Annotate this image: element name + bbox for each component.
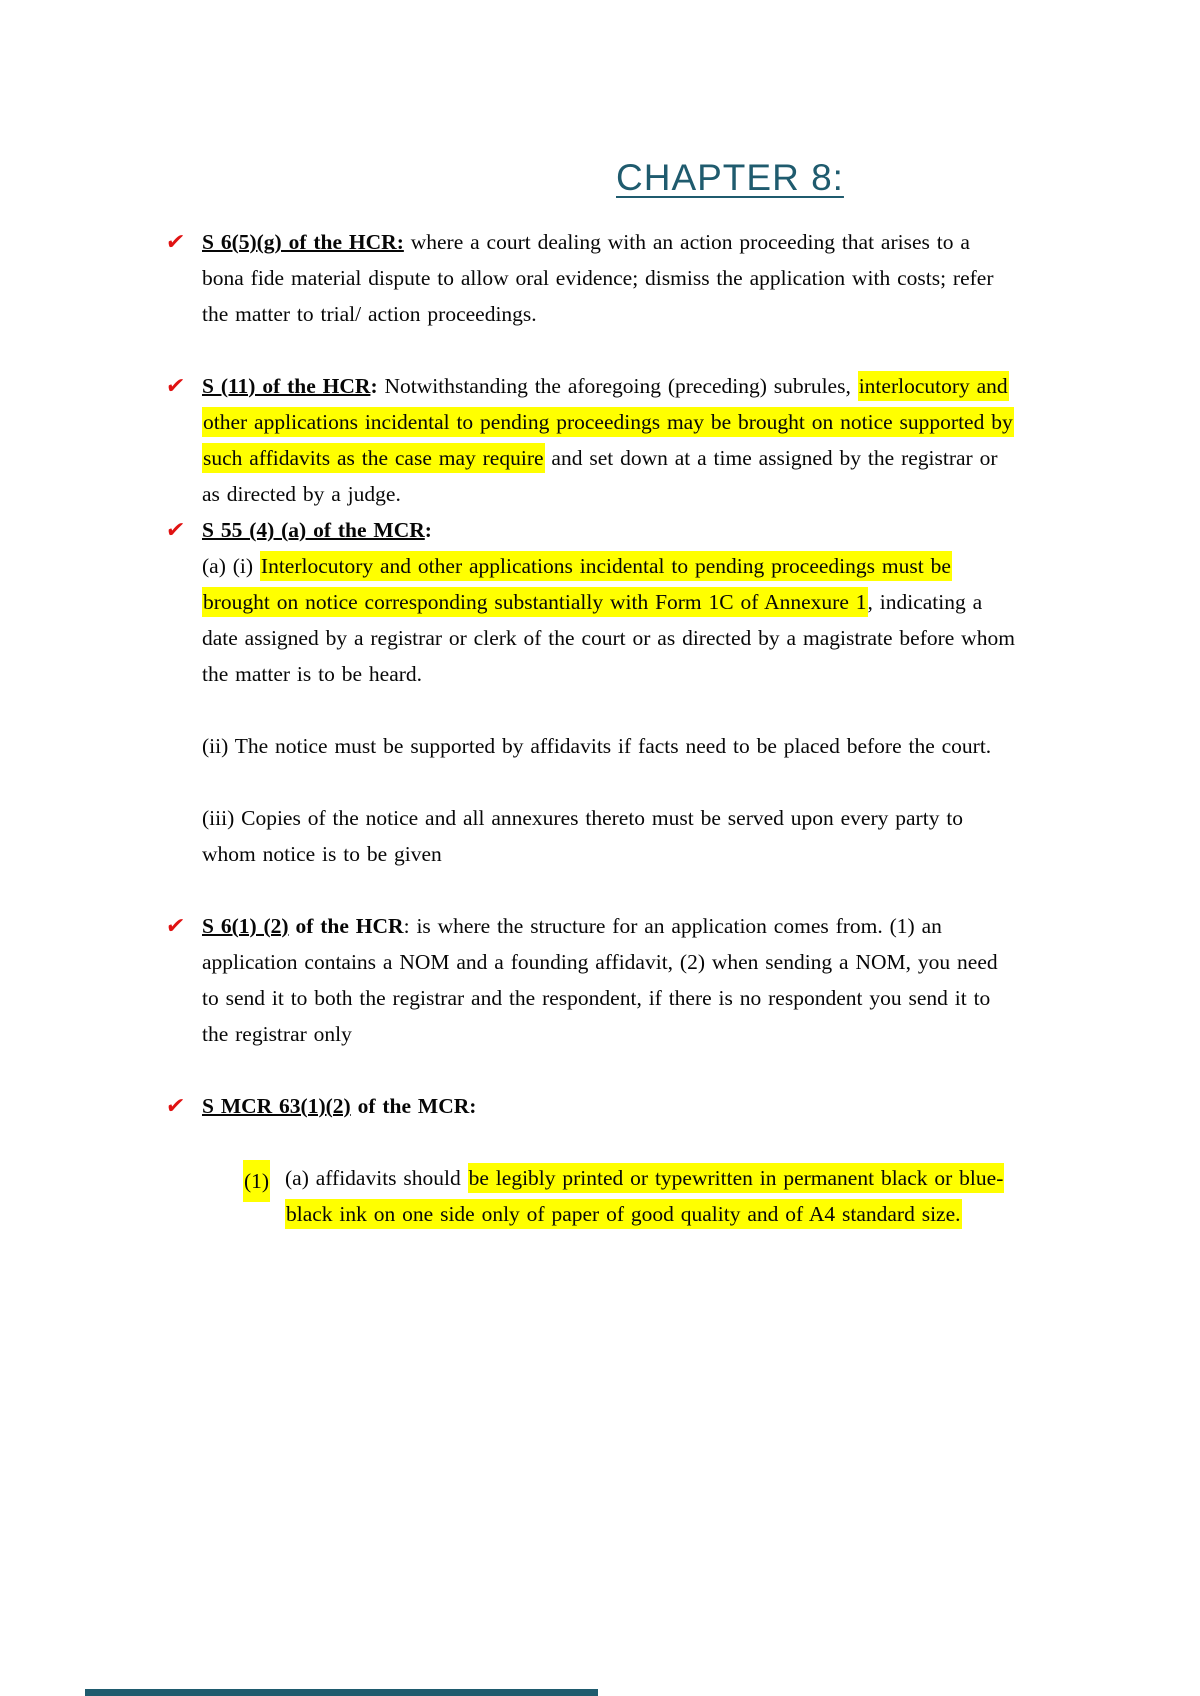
text-segment: (a) (i) bbox=[202, 554, 260, 578]
text-segment: S 6(5)(g) of the HCR: bbox=[202, 230, 404, 254]
text-segment: S 55 (4) (a) of the MCR bbox=[202, 518, 425, 542]
text-segment: be legibly printed or typewritten in permanent black or blue-black ink on one side only of paper of good quality and of A4 standard size. bbox=[285, 1163, 1004, 1229]
text-segment: : is where the structure for an application comes from. (1) an application contains a NOM and a founding affidavit, (2) when sending a NOM, you need to send it to both the registrar and the respondent, if there is no respondent you send it to the registrar only bbox=[202, 914, 998, 1046]
paragraph bbox=[0, 728, 1200, 764]
bullet-item bbox=[0, 908, 1200, 1052]
checkmark-icon: ✔ bbox=[164, 230, 187, 255]
text-segment: : bbox=[424, 518, 432, 542]
bullet-item bbox=[0, 512, 1200, 548]
text-segment: S 6(1) (2) bbox=[202, 914, 289, 938]
next-section-bar bbox=[85, 1689, 598, 1696]
text-segment: Notwithstanding the aforegoing (preceding) subrules, bbox=[377, 374, 858, 398]
bullet-item bbox=[0, 1088, 1200, 1124]
text-segment: S MCR 63(1)(2) bbox=[202, 1094, 351, 1118]
checkmark-icon: ✔ bbox=[164, 1094, 187, 1119]
text-segment: interlocutory and other applications incidental to pending proceedings may be brought on notice supported by such affidavits as the case may require bbox=[202, 371, 1014, 473]
text-segment: of the HCR bbox=[288, 914, 404, 938]
checkmark-icon: ✔ bbox=[164, 914, 187, 939]
text-segment: Interlocutory and other applications incidental to pending proceedings must be brought on notice corresponding substantially with Form 1C of Annexure 1 bbox=[202, 551, 952, 617]
text-segment: of the MCR: bbox=[350, 1094, 477, 1118]
item-number: (1) bbox=[243, 1160, 270, 1202]
text-segment: (ii) The notice must be supported by affidavits if facts need to be placed before the court. bbox=[202, 734, 992, 758]
bullet-item bbox=[0, 224, 1200, 332]
text-segment: (iii) Copies of the notice and all annexures thereto must be served upon every party to whom notice is to be given bbox=[202, 806, 964, 866]
text-segment: : bbox=[370, 374, 378, 398]
text-segment: , indicating a date assigned by a registrar or clerk of the court or as directed by a magistrate before whom the matter is to be heard. bbox=[202, 590, 1015, 686]
bullet-item bbox=[0, 368, 1200, 512]
text-segment: and set down at a time assigned by the registrar or as directed by a judge. bbox=[202, 446, 998, 506]
page-title: CHAPTER 8: bbox=[616, 157, 844, 198]
text-segment: S (11) of the HCR bbox=[202, 374, 371, 398]
numbered-item bbox=[0, 1160, 1200, 1232]
text-segment: (a) affidavits should bbox=[285, 1166, 468, 1190]
paragraph bbox=[0, 800, 1200, 872]
checkmark-icon: ✔ bbox=[164, 374, 187, 399]
paragraph bbox=[0, 548, 1200, 692]
text-segment: where a court dealing with an action proceeding that arises to a bona fide material dispute to allow oral evidence; dismiss the application with costs; refer the matter to trial/ action proceedings. bbox=[202, 230, 994, 326]
content bbox=[0, 224, 1200, 1232]
checkmark-icon: ✔ bbox=[164, 518, 187, 543]
